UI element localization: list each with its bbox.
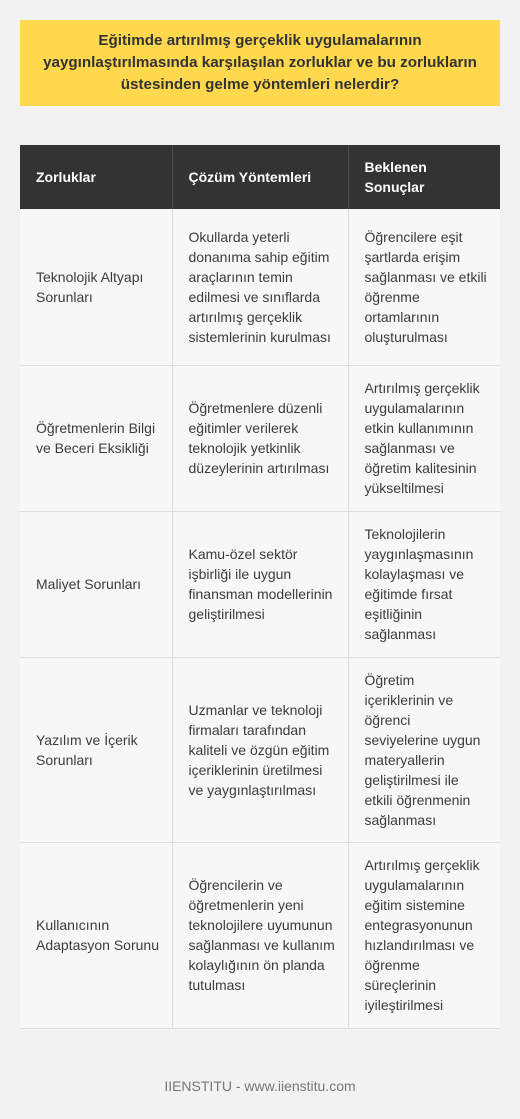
footer-credit: IIENSTITU - www.iienstitu.com xyxy=(164,1078,356,1094)
cell-outcome: Artırılmış gerçeklik uygulamalarının eğitim sistemine entegrasyonunun hızlandırılması ve öğrenme süreçlerinin iyileştirilmesi xyxy=(348,842,500,1028)
cell-outcome: Öğretim içeriklerinin ve öğrenci seviyelerine uygun materyallerin geliştirilmesi ile etkili öğrenmenin sağlanması xyxy=(348,657,500,842)
cell-solution: Öğretmenlere düzenli eğitimler verilerek teknolojik yetkinlik düzeylerinin artırılması xyxy=(172,365,348,511)
cell-solution: Uzmanlar ve teknoloji firmaları tarafından kaliteli ve özgün eğitim içeriklerinin üretilmesi ve yaygınlaştırılması xyxy=(172,657,348,842)
table-row xyxy=(20,657,500,842)
cell-solution: Öğrencilerin ve öğretmenlerin yeni teknolojilere uyumunun sağlanması ve kullanım kolaylığının ön planda tutulması xyxy=(172,842,348,1028)
table-row xyxy=(20,209,500,365)
cell-challenge: Yazılım ve İçerik Sorunları xyxy=(20,657,172,842)
cell-solution: Okullarda yeterli donanıma sahip eğitim araçlarının temin edilmesi ve sınıflarda artırılmış gerçeklik sistemlerinin kurulması xyxy=(172,209,348,365)
cell-challenge: Teknolojik Altyapı Sorunları xyxy=(20,209,172,365)
table-header-row xyxy=(20,145,500,209)
page-title: Eğitimde artırılmış gerçeklik uygulamalarının yaygınlaştırılmasında karşılaşılan zorluklar ve bu zorlukların üstesinden gelme yöntemleri nelerdir? xyxy=(43,32,477,93)
table-row xyxy=(20,365,500,511)
header-solutions: Çözüm Yöntemleri xyxy=(172,145,348,209)
challenges-table xyxy=(20,145,500,1029)
title-banner xyxy=(20,20,500,106)
header-outcomes: Beklenen Sonuçlar xyxy=(348,145,500,209)
cell-outcome: Teknolojilerin yaygınlaşmasının kolaylaşması ve eğitimde fırsat eşitliğinin sağlanması xyxy=(348,511,500,657)
header-challenges: Zorluklar xyxy=(20,145,172,209)
cell-challenge: Kullanıcının Adaptasyon Sorunu xyxy=(20,842,172,1028)
cell-outcome: Artırılmış gerçeklik uygulamalarının etkin kullanımının sağlanması ve öğretim kalitesinin yükseltilmesi xyxy=(348,365,500,511)
table-row xyxy=(20,842,500,1028)
table-row xyxy=(20,511,500,657)
cell-outcome: Öğrencilere eşit şartlarda erişim sağlanması ve etkili öğrenme ortamlarının oluşturulması xyxy=(348,209,500,365)
cell-solution: Kamu-özel sektör işbirliği ile uygun finansman modellerinin geliştirilmesi xyxy=(172,511,348,657)
cell-challenge: Öğretmenlerin Bilgi ve Beceri Eksikliği xyxy=(20,365,172,511)
cell-challenge: Maliyet Sorunları xyxy=(20,511,172,657)
